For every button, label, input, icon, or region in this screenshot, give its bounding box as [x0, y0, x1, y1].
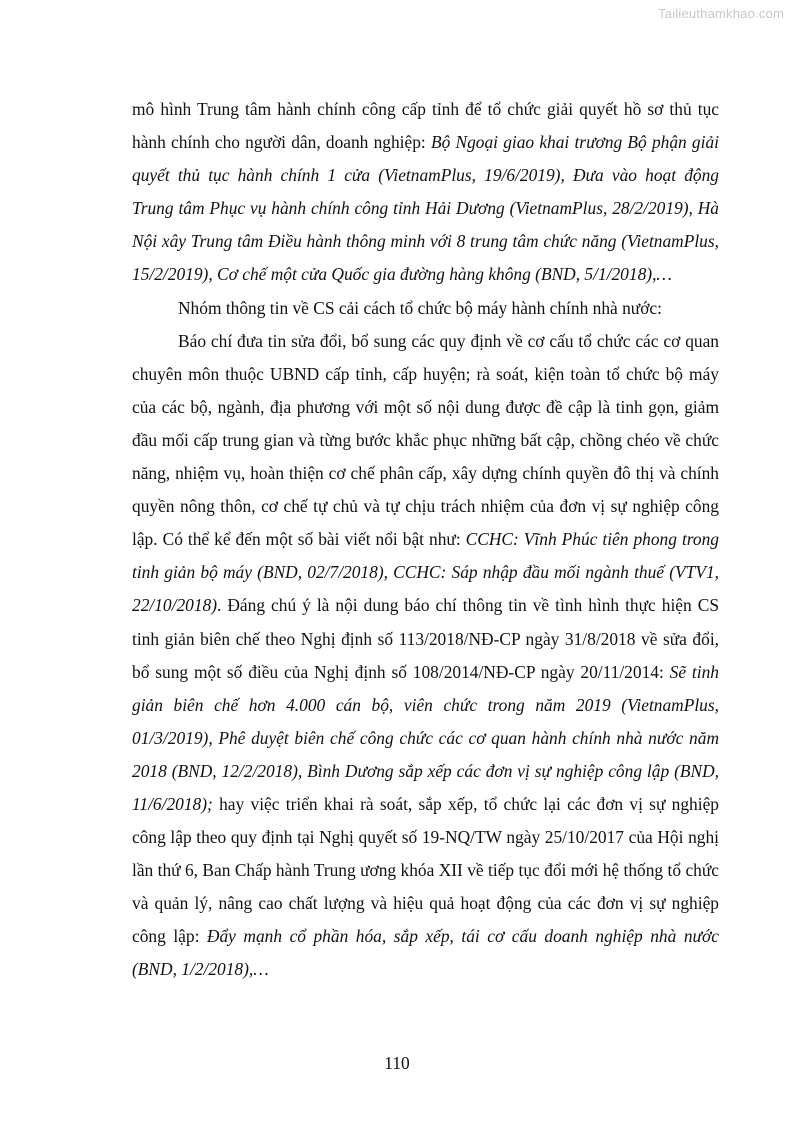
paragraph-2-text-4: hay việc triển khai rà soát, sắp xếp, tổ chức lại các đơn vị sự nghiệp công lập theo quy định tại Nghị quyết số 19-NQ/TW ngày 25/10/2017 của Hội nghị lần thứ 6, Ban Chấp hành Trung ương khóa XII về tiếp tục đổi mới hệ thống tổ chức và quản lý, nâng cao chất lượng và hiệu quả hoạt động của các đơn vị sự nghiệp công lập: — [132, 793, 719, 947]
paragraph-0-text-0: mô hình Trung tâm hành chính công cấp tỉnh để tổ chức giải quyết hồ sơ thủ tục hành chính cho người dân, doanh nghiệp: — [132, 99, 719, 153]
page-body — [132, 93, 719, 987]
paragraph-2-text-0: Báo chí đưa tin sửa đổi, bổ sung các quy định về cơ cấu tổ chức các cơ quan chuyên môn thuộc UBND cấp tỉnh, cấp huyện; rà soát, kiện toàn tổ chức bộ máy của các bộ, ngành, địa phương với một số nội dung được đề cập là tinh gọn, giảm đầu mối cấp trung gian và từng bước khắc phục những bất cập, chồng chéo về chức năng, nhiệm vụ, hoàn thiện cơ chế phân cấp, xây dựng chính quyền đô thị và chính quyền nông thôn, cơ chế tự chủ và tự chịu trách nhiệm của đơn vị sự nghiệp công lập. Có thể kể đến một số bài viết nổi bật như: — [132, 330, 719, 550]
paragraph-2-italic-1: CCHC: Vĩnh Phúc tiên phong trong tinh giản bộ máy (BND, 02/7/2018), CCHC: Sáp nhập đầu mối ngành thuế (VTV1, 22/10/2018) — [132, 529, 719, 616]
paragraph-0-italic-1: Bộ Ngoại giao khai trương Bộ phận giải quyết thủ tục hành chính 1 cửa (VietnamPlus, 19/6/2019), Đưa vào hoạt động Trung tâm Phục vụ hành chính công tỉnh Hải Dương (VietnamPlus, 28/2/2019), Hà Nội xây Trung tâm Điều hành thông minh với 8 trung tâm chức năng (VietnamPlus, 15/2/2019), Cơ chế một cửa Quốc gia đường hàng không (BND, 5/1/2018),… — [132, 132, 719, 285]
page-number: 110 — [384, 1053, 410, 1073]
paragraph-1 — [132, 292, 719, 325]
paragraph-2 — [132, 325, 719, 987]
paragraph-0 — [132, 93, 719, 292]
paragraph-1-text-0: Nhóm thông tin về CS cải cách tổ chức bộ máy hành chính nhà nước: — [178, 297, 662, 318]
paragraph-2-text-2: . Đáng chú ý là nội dung báo chí thông tin về tình hình thực hiện CS tinh giản biên chế theo Nghị định số 113/2018/NĐ-CP ngày 31/8/2018 về sửa đổi, bổ sung một số điều của Nghị định số 108/2014/NĐ-CP ngày 20/11/2014: — [132, 595, 719, 682]
paragraph-2-italic-3: Sẽ tinh giản biên chế hơn 4.000 cán bộ, viên chức trong năm 2019 (VietnamPlus, 01/3/2019), Phê duyệt biên chế công chức các cơ quan hành chính nhà nước năm 2018 (BND, 12/2/2018), Bình Dương sắp xếp các đơn vị sự nghiệp công lập (BND, 11/6/2018); — [132, 661, 719, 814]
site-watermark: Tailieuthamkhao.com — [658, 6, 784, 21]
paragraph-2-italic-5: Đẩy mạnh cổ phần hóa, sắp xếp, tái cơ cấu doanh nghiệp nhà nước (BND, 1/2/2018),… — [132, 926, 720, 980]
